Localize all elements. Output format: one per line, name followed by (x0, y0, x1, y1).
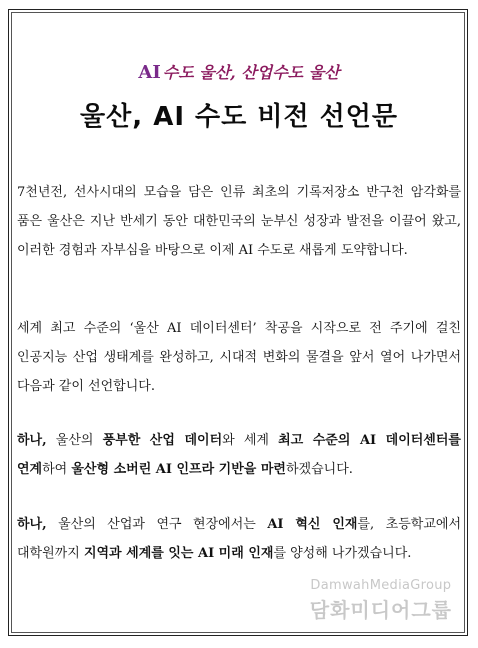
pledge-text: 를 양성해 나가겠습니다. (273, 546, 412, 561)
pledge-one (17, 426, 461, 484)
slogan-logo (0, 60, 478, 83)
pledge-emphasis: 최고 수준의 AI 데이터센터를 연계 (17, 433, 461, 477)
pledge-lead: 하나, (17, 433, 47, 448)
pledge-emphasis: AI 혁신 인재 (267, 517, 358, 532)
pledge-lead: 하나, (17, 517, 47, 532)
paragraph-declaration: 세계 최고 수준의 ‘울산 AI 데이터센터’ 착공을 시작으로 전 주기에 걸친 인공지능 산업 생태계를 완성하고, 시대적 변화의 물결을 앞서 열어 나가면서 다음과 같이 선언합니다. (17, 321, 461, 394)
slogan-text: 수도 울산, 산업수도 울산 (162, 63, 340, 82)
pledge-two (17, 510, 461, 568)
pledge-text: 하겠습니다. (285, 462, 353, 477)
page-title: 울산, AI 수도 비전 선언문 (80, 102, 398, 132)
pledge-text: 하여 (42, 462, 72, 477)
watermark-korean: 담화미디어그룹 (309, 598, 452, 622)
pledge-emphasis: 풍부한 산업 데이터 (102, 433, 223, 448)
slogan-ai: AI (138, 62, 161, 83)
pledge-emphasis: 지역과 세계를 잇는 AI 미래 인재 (83, 546, 274, 561)
watermark (310, 578, 452, 623)
pledge-emphasis: 울산형 소버린 AI 인프라 기반을 마련 (71, 462, 286, 477)
pledge-text: 울산의 산업과 연구 현장에서는 (46, 517, 268, 532)
pledge-text: 울산의 (46, 433, 103, 448)
watermark-english: DamwahMediaGroup (310, 578, 452, 593)
pledge-text: 와 세계 (222, 433, 279, 448)
pledge-text: 를, 초등학교에서 대학원까지 (17, 517, 462, 561)
paragraph-intro: 7천년전, 선사시대의 모습을 담은 인류 최초의 기록저장소 반구천 암각화를 품은 울산은 지난 반세기 동안 대한민국의 눈부신 성장과 발전을 이끌어 왔고, 이러한 경험과 자부심을 바탕으로 이제 AI 수도로 새롭게 도약합니다. (17, 185, 461, 258)
